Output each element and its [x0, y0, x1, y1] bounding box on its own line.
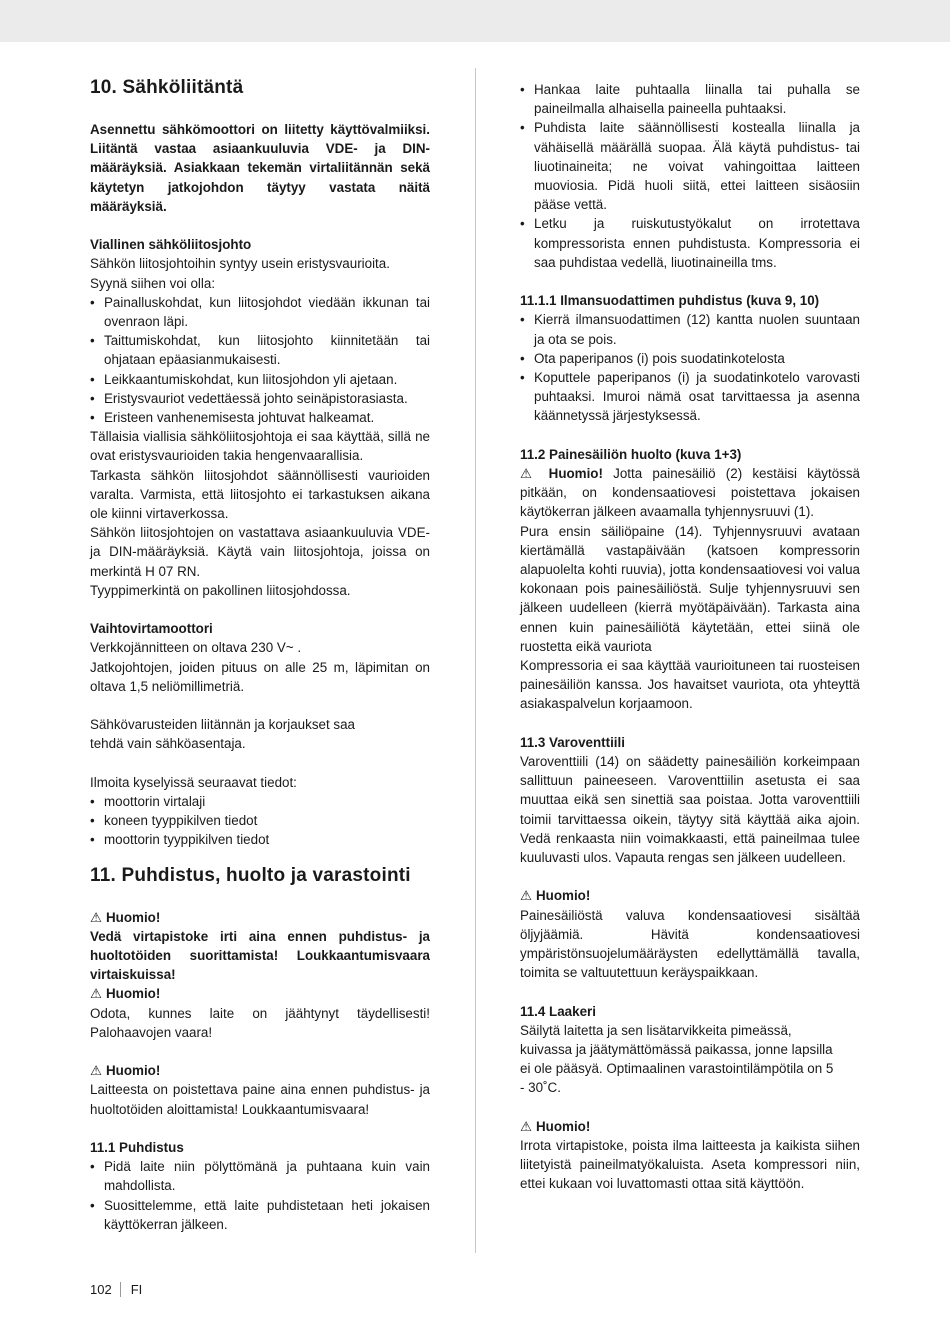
warning-triangle-icon: ⚠ — [520, 1118, 533, 1134]
damaged-causes-list — [90, 293, 430, 427]
list-item: • Koputtele paperipanos (i) ja suodatinkotelo varovasti puhtaaksi. Imuroi nämä osat tarvittaessa ja asenna käännetyssä järjestyksessä. — [520, 368, 860, 426]
warning-triangle-icon: ⚠ — [520, 466, 539, 482]
paragraph: Kompressoria ei saa käyttää vaurioituneen tai ruosteisen painesäiliön kanssa. Jos havaitset vauriota, ota yhteyttä asiakaspalvelun korjaamoon. — [520, 658, 860, 712]
section-11-2-heading: 11.2 Painesäiliön huolto (kuva 1+3) — [520, 446, 742, 462]
paragraph: Painesäiliöstä valuva kondensaatiovesi sisältää öljyjäämiä. Hävitä kondensaatiovesi ympäristönsuojelumääräysten edellyttämällä tavalla, toimita se valtuutettuun keräyspaikkaan. — [520, 907, 860, 981]
list-item: • Eristeen vanhenemisesta johtuvat halkeamat. — [90, 408, 430, 427]
list-item: • Hankaa laite puhtaalla liinalla tai puhalla se paineilmalla alhaisella paineella puhtaaksi. — [520, 80, 860, 118]
paragraph: Ilmoita kyselyissä seuraavat tiedot: — [90, 774, 297, 790]
warning-heading: ⚠ Huomio! — [90, 986, 161, 1002]
list-item: • koneen tyyppikilven tiedot — [90, 811, 430, 830]
section-11-title: 11. Puhdistus, huolto ja varastointi — [90, 864, 411, 886]
list-item: • Ota paperipanos (i) pois suodatinkotelosta — [520, 349, 860, 368]
paragraph: Tällaisia viallisia sähköliitosjohtoja ei saa käyttää, sillä ne ovat eristysvaurioiden takia hengenvaarallisia. — [90, 429, 430, 464]
column-divider — [475, 68, 476, 1253]
paragraph: Sähkövarusteiden liitännän ja korjaukset saa tehdä vain sähköasentaja. — [90, 717, 356, 752]
paragraph: ⚠ Huomio! Jotta painesäiliö (2) kestäisi käytössä pitkään, on kondensaatiovesi poistettava jokaisen käytökerran jälkeen avaamalla tyhjennysruuvi (1). — [520, 466, 860, 520]
list-item: • Painalluskohdat, kun liitosjohdot viedään ikkunan tai ovenraon läpi. — [90, 293, 430, 331]
section-10-intro: Asennettu sähkömoottori on liitetty käyttövalmiiksi. Liitäntä vastaa asiaankuuluvia VDE- ja DIN-määräyksiä. Asiakkaan tekemän virtaliitännän sekä käytetyn jatkojohdon täytyy vastata näitä määräyksiä. — [90, 122, 430, 214]
warning-triangle-icon: ⚠ — [90, 986, 103, 1002]
list-item: • Pidä laite niin pölyttömänä ja puhtaana kuin vain mahdollista. — [90, 1157, 430, 1195]
cleaning-list-continued — [520, 80, 860, 272]
warning-heading: ⚠ Huomio! — [520, 888, 591, 904]
warning-triangle-icon: ⚠ — [520, 888, 533, 904]
warning-triangle-icon: ⚠ — [90, 1063, 103, 1079]
paragraph: Sähkön liitosjohtoihin syntyy usein eristysvaurioita. — [90, 256, 390, 272]
warning-text: Odota, kunnes laite on jäähtynyt täydellisesti! Palohaavojen vaara! — [90, 1005, 430, 1040]
list-item: • moottorin virtalaji — [90, 792, 430, 811]
paragraph: Jatkojohtojen, joiden pituus on alle 25 m, läpimitan on oltava 1,5 neliömillimetriä. — [90, 659, 430, 694]
ac-motor-heading: Vaihtovirtamoottori — [90, 621, 213, 637]
air-filter-list — [520, 310, 860, 425]
list-item: • moottorin tyyppikilven tiedot — [90, 830, 430, 849]
section-11-3-heading: 11.3 Varoventtiili — [520, 734, 625, 750]
paragraph: Tarkasta sähkön liitosjohdot säännöllisesti vaurioiden varalta. Varmista, että liitosjohto ei tarkastuksen aikana ole kiinni virtaverkossa. — [90, 467, 430, 522]
warning-triangle-icon: ⚠ — [90, 909, 103, 925]
cleaning-list — [90, 1157, 430, 1234]
list-item: • Kierrä ilmansuodattimen (12) kantta nuolen suuntaan ja ota se pois. — [520, 310, 860, 348]
warning-heading: ⚠ Huomio! — [90, 909, 161, 925]
paragraph: Varoventtiili (14) on säädetty painesäiliön korkeimpaan sallittuun paineeseen. Varoventtiilin asetusta ei saa muuttaa eikä sen sinettiä saa poistaa. Jotta varoventtiili toimii tarvittaessa oikein, täytyy sitä käyttää aika ajoin. Vedä renkaasta niin voimakkaasti, että paineilmaa tulee kuuluvasti ulos. Vapauta rengas sen jälkeen uudelleen. — [520, 754, 860, 866]
language-code: FI — [130, 1282, 143, 1297]
paragraph: Tyyppimerkintä on pakollinen liitosjohdossa. — [90, 582, 351, 598]
inquiry-info-list — [90, 792, 430, 850]
warning-heading: ⚠ Huomio! — [90, 1063, 161, 1079]
list-item: • Puhdista laite säännöllisesti kostealla liinalla ja vähäisellä määrällä suopaa. Älä käytä puhdistus- tai liuotinaineita; ne voivat vahingoittaa laitteen muoviosia. Pidä huoli siitä, ettei laitteen sisäosiin pääse vettä. — [520, 118, 860, 214]
damaged-cable-heading: Viallinen sähköliitosjohto — [90, 237, 252, 253]
paragraph: Syynä siihen voi olla: — [90, 275, 216, 291]
paragraph: Irrota virtapistoke, poista ilma laitteesta ja kaikista siihen liitetyistä paineilmatyökaluista. Aseta kompressori niin, ettei kukaan voi luvattomasti ottaa sitä käyttöön. — [520, 1138, 860, 1192]
section-10-title: 10. Sähköliitäntä — [90, 77, 244, 98]
list-item: • Eristysvauriot vedettäessä johto seinäpistorasiasta. — [90, 389, 430, 408]
section-11-1-1-heading: 11.1.1 Ilmansuodattimen puhdistus (kuva 9, 10) — [520, 293, 820, 309]
page-number: 102 — [90, 1282, 121, 1297]
top-band — [0, 0, 950, 42]
section-11-4-heading: 11.4 Laakeri — [520, 1003, 596, 1019]
paragraph: Sähkön liitosjohtojen on vastattava asiaankuuluvia VDE- ja DIN-määräyksiä. Käytä vain liitosjohtoja, joissa on merkintä H 07 RN. — [90, 525, 430, 579]
left-column — [90, 70, 430, 1234]
paragraph: Verkkojännitteen on oltava 230 V~ . — [90, 640, 302, 656]
warning-text: Vedä virtapistoke irti aina ennen puhdistus- ja huoltotöiden suorittamista! Loukkaantumisvaara virtaiskuissa! — [90, 928, 430, 983]
list-item: • Leikkaantumiskohdat, kun liitosjohdon yli ajetaan. — [90, 370, 430, 389]
list-item: • Letku ja ruiskutustyökalut on irrotettava kompressorista ennen puhdistusta. Kompressoria ei saa puhdistaa vedellä, liuotinaineilla tms. — [520, 214, 860, 272]
section-11-1-heading: 11.1 Puhdistus — [90, 1140, 184, 1156]
paragraph: Pura ensin säiliöpaine (14). Tyhjennysruuvi avataan kiertämällä vastapäivään (katsoen kompressorin alapuolelta kohti ruuvia), jotta kondensaatiovesi voi valua kokonaan pois painesäiliöstä. Sulje tyhjennysruuvi sen jälkeen uudelleen (kierrä myötäpäivään). Tarkasta aina ennen kuin painesäiliötä käytetään, ettei siinä ole ruostetta eikä vauriota — [520, 523, 860, 654]
list-item: • Suosittelemme, että laite puhdistetaan heti jokaisen käyttökerran jälkeen. — [90, 1196, 430, 1234]
paragraph: Säilytä laitetta ja sen lisätarvikkeita pimeässä, kuivassa ja jäätymättömässä paikassa, jonne lapsilla ei ole pääsyä. Optimaalinen varastointilämpötila on 5 - 30˚C. — [520, 1022, 834, 1096]
list-item: • Taittumiskohdat, kun liitosjohto kiinnitetään tai ohjataan epäasianmukaisesti. — [90, 331, 430, 369]
right-column — [520, 70, 860, 1194]
warning-text: Laitteesta on poistettava paine aina ennen puhdistus- ja huoltotöiden aloittamista! Loukkaantumisvaara! — [90, 1082, 430, 1117]
warning-heading: ⚠ Huomio! — [520, 1118, 591, 1134]
page-footer — [90, 1282, 142, 1297]
